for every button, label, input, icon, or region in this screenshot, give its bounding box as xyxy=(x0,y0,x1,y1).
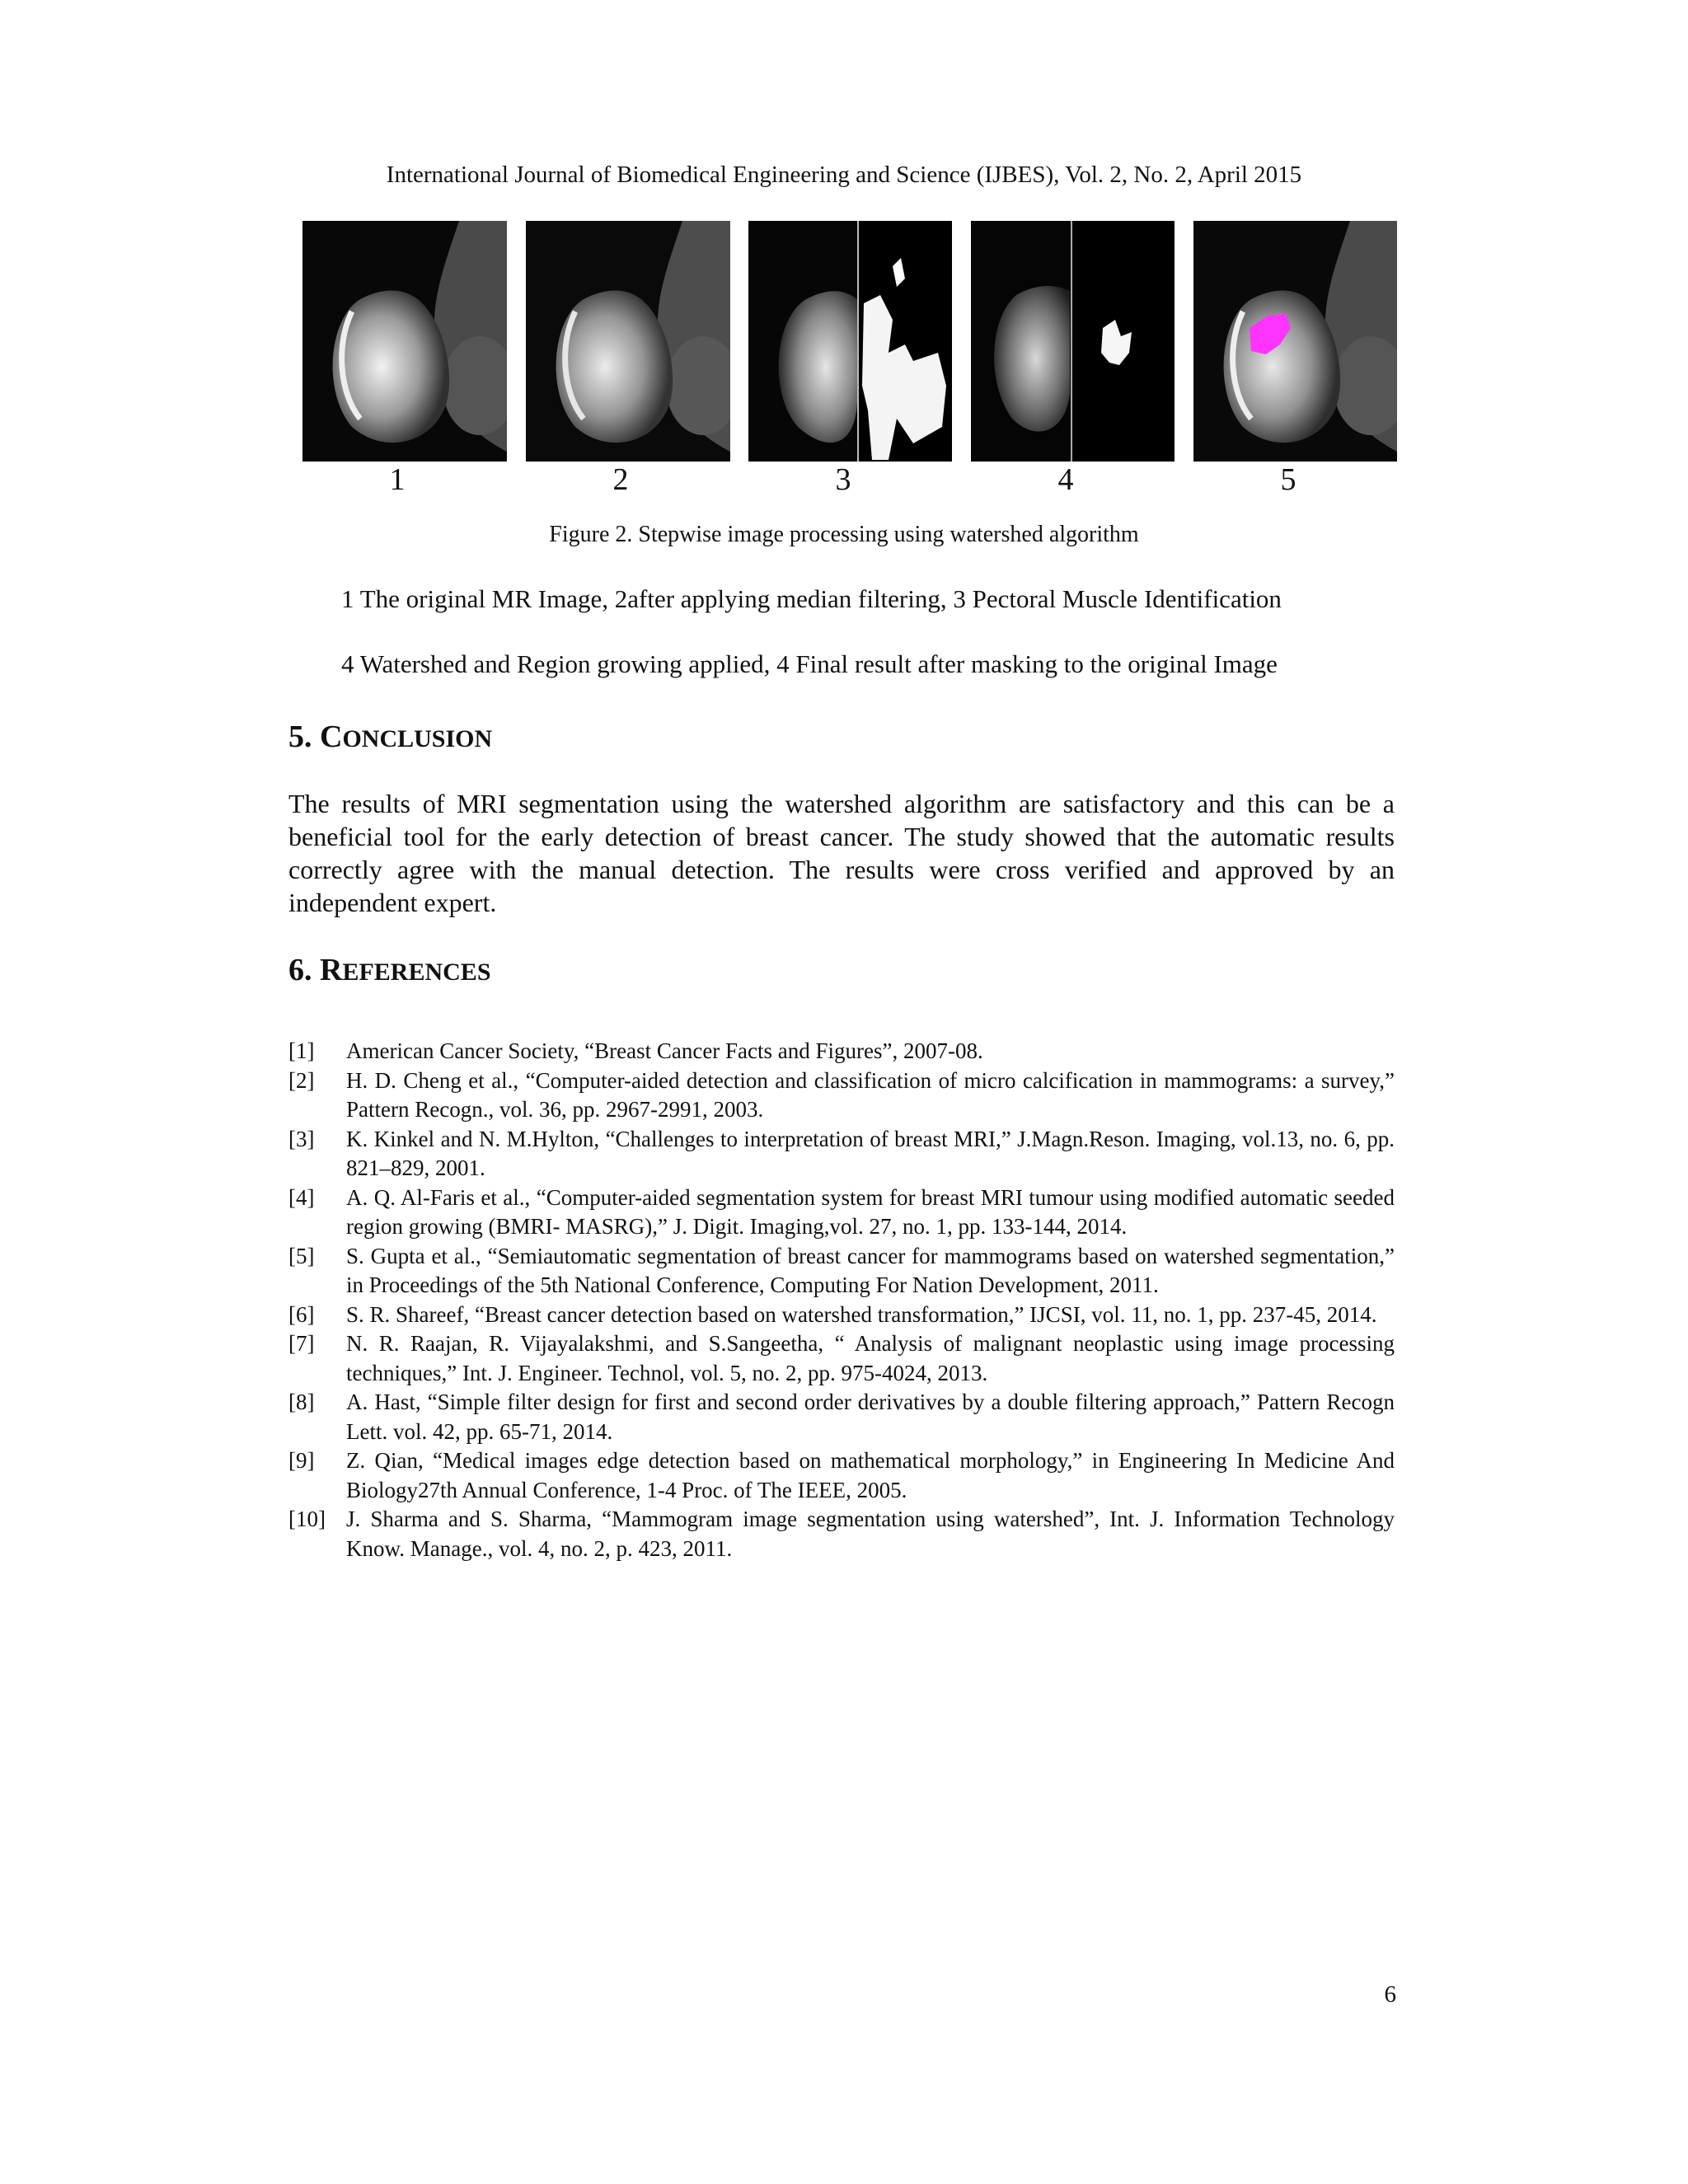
page-number: 6 xyxy=(1384,1981,1396,2008)
reference-item: [1] American Cancer Society, “Breast Cancer Facts and Figures”, 2007-08. xyxy=(288,1038,983,1063)
reference-item: [6] S. R. Shareef, “Breast cancer detection based on watershed transformation,” IJCSI, vol. 11, no. 1, pp. 237-45, 2014. xyxy=(288,1301,1377,1327)
mri-panel-final-masked xyxy=(1193,221,1397,462)
panel-number-1: 1 xyxy=(389,462,406,497)
figure-caption: Figure 2. Stepwise image processing using watershed algorithm xyxy=(549,522,1139,547)
mri-panel-pectoral-muscle xyxy=(748,221,952,462)
reference-item: [10] J. Sharma and S. Sharma, “Mammogram image segmentation using watershed”, Int. J. Information Technology Know. Manage., vol. 4, no. 2, p. 423, 2011. xyxy=(288,1507,1395,1561)
conclusion-paragraph: The results of MRI segmentation using the watershed algorithm are satisfactory and this can be a beneficial tool for the early detection of breast cancer. The study showed that the automatic results correctly agree with the manual detection. The results were cross verified and approved by an independent expert. xyxy=(288,789,1395,917)
mri-panel-original xyxy=(302,221,507,462)
conclusion-heading: 5. CONCLUSION xyxy=(288,719,493,754)
reference-item: [2] H. D. Cheng et al., “Computer-aided detection and classification of micro calcification in mammograms: a survey,” Pattern Recogn., vol. 36, pp. 2967-2991, 2003. xyxy=(288,1067,1395,1122)
mri-panel-median-filtered xyxy=(526,221,730,462)
panel-number-2: 2 xyxy=(612,462,629,497)
mri-panel-watershed xyxy=(971,221,1175,462)
reference-item: [9] Z. Qian, “Medical images edge detection based on mathematical morphology,” in Engineering In Medicine And Biology27th Annual Conference, 1-4 Proc. of The IEEE, 2005. xyxy=(288,1448,1395,1502)
reference-item: [3] K. Kinkel and N. M.Hylton, “Challenges to interpretation of breast MRI,” J.Magn.Reson. Imaging, vol.13, no. 6, pp. 821–829, 2001. xyxy=(288,1126,1395,1180)
panel-number-3: 3 xyxy=(835,462,851,497)
figure-legend-line-2: 4 Watershed and Region growing applied, 4 Final result after masking to the original Image xyxy=(341,649,1278,678)
panel-number-4: 4 xyxy=(1057,462,1074,497)
figure-legend-line-1: 1 The original MR Image, 2after applying median filtering, 3 Pectoral Muscle Identification xyxy=(341,584,1282,613)
reference-item: [8] A. Hast, “Simple filter design for first and second order derivatives by a double filtering approach,” Pattern Recogn Lett. vol. 42, pp. 65-71, 2014. xyxy=(288,1390,1395,1444)
references-list xyxy=(288,1037,1395,1563)
reference-item: [4] A. Q. Al-Faris et al., “Computer-aided segmentation system for breast MRI tumour using modified automatic seeded region growing (BMRI- MASRG),” J. Digit. Imaging,vol. 27, no. 1, pp. 133-144, 2014. xyxy=(288,1184,1395,1239)
journal-header: International Journal of Biomedical Engineering and Science (IJBES), Vol. 2, No. 2, April 2015 xyxy=(386,162,1302,188)
panel-number-5: 5 xyxy=(1280,462,1296,497)
figure-2-panels xyxy=(302,221,1397,462)
reference-item: [5] S. Gupta et al., “Semiautomatic segmentation of breast cancer for mammograms based on watershed segmentation,” in Proceedings of the 5th National Conference, Computing For Nation Development, 2011. xyxy=(288,1243,1395,1297)
reference-item: [7] N. R. Raajan, R. Vijayalakshmi, and S.Sangeetha, “ Analysis of malignant neoplastic using image processing techniques,” Int. J. Engineer. Technol, vol. 5, no. 2, pp. 975-4024, 2013. xyxy=(288,1331,1395,1385)
references-heading: 6. REFERENCES xyxy=(288,953,491,987)
